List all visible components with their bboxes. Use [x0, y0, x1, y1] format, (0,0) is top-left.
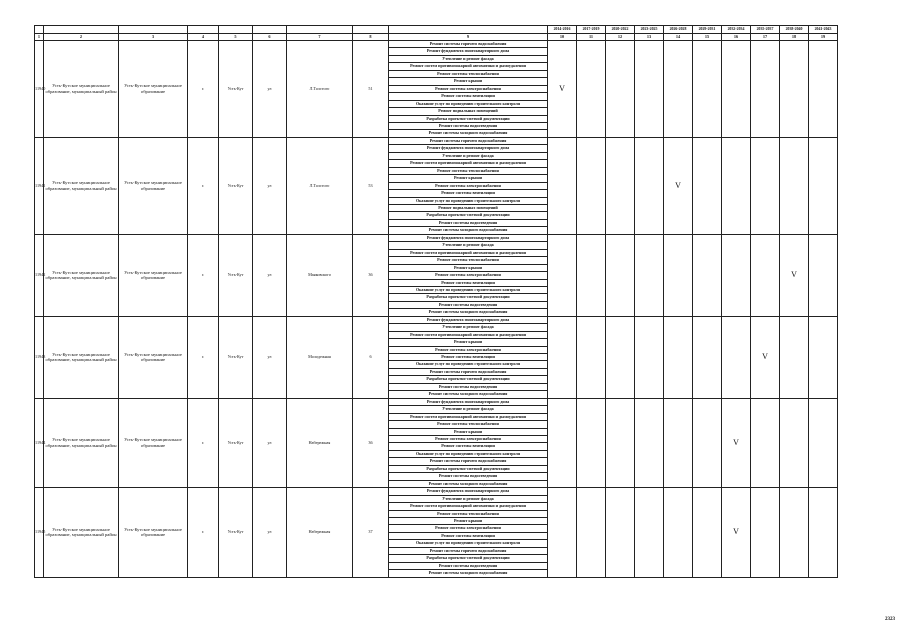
work-type-cell: Ремонт крыши	[389, 78, 548, 85]
street-type-cell: ул	[253, 398, 287, 487]
period-header-cell: 2029-2031	[693, 26, 722, 34]
settlement-type-cell: г.	[188, 316, 219, 398]
table-row	[35, 316, 838, 323]
column-number-cell: 5	[219, 33, 253, 41]
period-header-cell: 2020-2022	[606, 26, 635, 34]
period-empty-cell	[577, 488, 606, 577]
column-number-cell: 17	[751, 33, 780, 41]
period-empty-cell	[664, 316, 693, 398]
house-number-cell: 36	[353, 398, 389, 487]
period-header-blank	[35, 26, 44, 34]
work-type-cell: Ремонт системы водоотведения	[389, 219, 548, 226]
column-number-cell: 15	[693, 33, 722, 41]
period-empty-cell	[780, 41, 809, 138]
work-type-cell: Ремонт системы водоотведения	[389, 562, 548, 569]
street-type-cell: ул	[253, 137, 287, 234]
work-type-cell: Оказание услуг по проведению строительного контроля	[389, 197, 548, 204]
period-empty-cell	[722, 316, 751, 398]
work-type-cell: Утепление и ремонт фасада	[389, 495, 548, 502]
work-type-cell: Ремонт системы холодного водоснабжения	[389, 309, 548, 316]
period-empty-cell	[635, 234, 664, 316]
house-number-cell: 53	[353, 137, 389, 234]
period-empty-cell	[635, 488, 664, 577]
municipality-cell: Усть-Кутское муниципальное образование	[119, 137, 188, 234]
work-type-cell: Ремонт системы холодного водоснабжения	[389, 227, 548, 234]
period-header-cell: 2038-2040	[780, 26, 809, 34]
house-number-cell: 37	[353, 488, 389, 577]
period-header-cell: 2017-2019	[577, 26, 606, 34]
settlement-cell: Усть-Кут	[219, 488, 253, 577]
column-number-cell: 12	[606, 33, 635, 41]
work-type-cell: Ремонт системы горячего водоснабжения	[389, 547, 548, 554]
period-empty-cell	[722, 234, 751, 316]
work-type-cell: Ремонт системы водоотведения	[389, 473, 548, 480]
record-id-cell: 11942	[35, 234, 44, 316]
work-type-cell: Ремонт системы вентиляции	[389, 93, 548, 100]
period-empty-cell	[606, 316, 635, 398]
settlement-cell: Усть-Кут	[219, 234, 253, 316]
work-type-cell: Ремонт систем противопожарной автоматики и дымоудаления	[389, 331, 548, 338]
repair-schedule-table	[34, 25, 838, 578]
column-number-cell: 11	[577, 33, 606, 41]
period-empty-cell	[664, 488, 693, 577]
work-type-cell: Ремонт системы холодного водоснабжения	[389, 570, 548, 577]
street-cell: Набережная	[287, 488, 353, 577]
settlement-cell: Усть-Кут	[219, 398, 253, 487]
column-number-cell: 14	[664, 33, 693, 41]
column-number-cell: 19	[809, 33, 838, 41]
period-empty-cell	[780, 316, 809, 398]
work-type-cell: Ремонт фундамента многоквартирного дома	[389, 234, 548, 241]
period-empty-cell	[809, 41, 838, 138]
period-empty-cell	[664, 398, 693, 487]
period-empty-cell	[809, 137, 838, 234]
work-type-cell: Ремонт системы водоотведения	[389, 383, 548, 390]
period-empty-cell	[751, 234, 780, 316]
period-empty-cell	[664, 41, 693, 138]
table-body	[35, 26, 838, 578]
work-type-cell: Ремонт крыши	[389, 518, 548, 525]
work-type-cell: Ремонт системы вентиляции	[389, 190, 548, 197]
work-type-cell: Ремонт системы горячего водоснабжения	[389, 41, 548, 48]
period-empty-cell	[693, 137, 722, 234]
work-type-cell: Ремонт фундамента многоквартирного дома	[389, 48, 548, 55]
municipality-cell: Усть-Кутское муниципальное образование	[119, 41, 188, 138]
work-type-cell: Разработка проектно-сметной документации	[389, 115, 548, 122]
period-empty-cell	[606, 41, 635, 138]
record-id-cell: 11940	[35, 41, 44, 138]
period-empty-cell	[809, 234, 838, 316]
period-header-row	[35, 26, 838, 34]
settlement-type-cell: г.	[188, 41, 219, 138]
period-empty-cell	[751, 137, 780, 234]
table-row	[35, 41, 838, 48]
work-type-cell: Ремонт системы электроснабжения	[389, 346, 548, 353]
work-type-cell: Ремонт системы электроснабжения	[389, 272, 548, 279]
work-type-cell: Ремонт фундамента многоквартирного дома	[389, 398, 548, 405]
period-header-cell: 2026-2028	[664, 26, 693, 34]
settlement-type-cell: г.	[188, 234, 219, 316]
period-header-blank	[188, 26, 219, 34]
period-empty-cell	[635, 316, 664, 398]
work-type-cell: Ремонт системы вентиляции	[389, 532, 548, 539]
work-type-cell: Разработка проектно-сметной документации	[389, 555, 548, 562]
work-type-cell: Разработка проектно-сметной документации	[389, 294, 548, 301]
period-empty-cell	[780, 488, 809, 577]
settlement-type-cell: г.	[188, 488, 219, 577]
street-cell: Маяковского	[287, 234, 353, 316]
work-type-cell: Утепление и ремонт фасада	[389, 406, 548, 413]
house-number-cell: 51	[353, 41, 389, 138]
work-type-cell: Ремонт систем противопожарной автоматики и дымоудаления	[389, 160, 548, 167]
period-empty-cell	[635, 398, 664, 487]
page-number: 2323	[885, 617, 895, 622]
work-type-cell: Разработка проектно-сметной документации	[389, 376, 548, 383]
period-header-blank	[253, 26, 287, 34]
period-empty-cell	[577, 316, 606, 398]
record-id-cell: 11941	[35, 137, 44, 234]
work-type-cell: Ремонт крыши	[389, 428, 548, 435]
work-type-cell: Ремонт системы теплоснабжения	[389, 167, 548, 174]
period-empty-cell	[751, 41, 780, 138]
work-type-cell: Ремонт системы теплоснабжения	[389, 421, 548, 428]
period-empty-cell	[548, 488, 577, 577]
period-empty-cell	[577, 398, 606, 487]
work-type-cell: Ремонт системы горячего водоснабжения	[389, 137, 548, 144]
table-row	[35, 137, 838, 144]
period-header-cell: 2014-2016	[548, 26, 577, 34]
table-row	[35, 488, 838, 495]
record-id-cell: 11945	[35, 488, 44, 577]
work-type-cell: Ремонт системы горячего водоснабжения	[389, 458, 548, 465]
period-header-blank	[219, 26, 253, 34]
settlement-type-cell: г.	[188, 398, 219, 487]
period-empty-cell	[809, 398, 838, 487]
column-number-cell: 16	[722, 33, 751, 41]
table-row	[35, 234, 838, 241]
work-type-cell: Ремонт системы электроснабжения	[389, 436, 548, 443]
municipality-cell: Усть-Кутское муниципальное образование	[119, 398, 188, 487]
period-empty-cell	[548, 234, 577, 316]
period-empty-cell	[809, 316, 838, 398]
district-cell: Усть-Кутское муниципальное образование, муниципальный район	[44, 41, 119, 138]
work-type-cell: Ремонт систем противопожарной автоматики и дымоудаления	[389, 249, 548, 256]
settlement-type-cell: г.	[188, 137, 219, 234]
street-type-cell: ул	[253, 316, 287, 398]
work-type-cell: Ремонт системы теплоснабжения	[389, 257, 548, 264]
column-number-cell: 6	[253, 33, 287, 41]
work-type-cell: Ремонт системы вентиляции	[389, 279, 548, 286]
work-type-cell: Оказание услуг по проведению строительного контроля	[389, 100, 548, 107]
column-number-cell: 4	[188, 33, 219, 41]
period-mark-cell: V	[722, 488, 751, 577]
period-empty-cell	[693, 234, 722, 316]
column-number-cell: 13	[635, 33, 664, 41]
period-empty-cell	[664, 234, 693, 316]
work-type-cell: Ремонт системы водоотведения	[389, 122, 548, 129]
work-type-cell: Ремонт системы холодного водоснабжения	[389, 130, 548, 137]
period-empty-cell	[606, 137, 635, 234]
period-empty-cell	[577, 234, 606, 316]
settlement-cell: Усть-Кут	[219, 137, 253, 234]
work-type-cell: Ремонт крыши	[389, 264, 548, 271]
period-empty-cell	[606, 234, 635, 316]
work-type-cell: Ремонт фундамента многоквартирного дома	[389, 316, 548, 323]
street-type-cell: ул	[253, 234, 287, 316]
work-type-cell: Ремонт системы электроснабжения	[389, 182, 548, 189]
period-empty-cell	[751, 398, 780, 487]
period-empty-cell	[693, 398, 722, 487]
work-type-cell: Ремонт системы холодного водоснабжения	[389, 480, 548, 487]
period-header-cell: 2023-2025	[635, 26, 664, 34]
work-type-cell: Ремонт системы теплоснабжения	[389, 70, 548, 77]
capital-repair-schedule-sheet	[34, 25, 835, 578]
period-mark-cell: V	[664, 137, 693, 234]
settlement-cell: Усть-Кут	[219, 316, 253, 398]
house-number-cell: 36	[353, 234, 389, 316]
work-type-cell: Ремонт систем противопожарной автоматики и дымоудаления	[389, 503, 548, 510]
municipality-cell: Усть-Кутское муниципальное образование	[119, 234, 188, 316]
work-type-cell: Утепление и ремонт фасада	[389, 55, 548, 62]
street-type-cell: ул	[253, 488, 287, 577]
street-cell: Л.Толстого	[287, 41, 353, 138]
work-type-cell: Ремонт подвальных помещений	[389, 204, 548, 211]
record-id-cell: 11944	[35, 398, 44, 487]
work-type-cell: Ремонт системы вентиляции	[389, 354, 548, 361]
period-empty-cell	[722, 41, 751, 138]
period-empty-cell	[635, 137, 664, 234]
district-cell: Усть-Кутское муниципальное образование, муниципальный район	[44, 398, 119, 487]
work-type-cell: Оказание услуг по проведению строительного контроля	[389, 361, 548, 368]
work-type-cell: Ремонт системы электроснабжения	[389, 85, 548, 92]
municipality-cell: Усть-Кутское муниципальное образование	[119, 316, 188, 398]
district-cell: Усть-Кутское муниципальное образование, муниципальный район	[44, 488, 119, 577]
work-type-cell: Утепление и ремонт фасада	[389, 242, 548, 249]
work-type-cell: Утепление и ремонт фасада	[389, 152, 548, 159]
column-number-cell: 18	[780, 33, 809, 41]
period-empty-cell	[780, 398, 809, 487]
work-type-cell: Ремонт крыши	[389, 339, 548, 346]
table-row	[35, 398, 838, 405]
record-id-cell: 11943	[35, 316, 44, 398]
work-type-cell: Ремонт систем противопожарной автоматики и дымоудаления	[389, 63, 548, 70]
work-type-cell: Оказание услуг по проведению строительного контроля	[389, 286, 548, 293]
period-mark-cell: V	[722, 398, 751, 487]
district-cell: Усть-Кутское муниципальное образование, муниципальный район	[44, 316, 119, 398]
street-cell: Л.Толстого	[287, 137, 353, 234]
period-empty-cell	[809, 488, 838, 577]
work-type-cell: Ремонт подвальных помещений	[389, 108, 548, 115]
work-type-cell: Ремонт системы вентиляции	[389, 443, 548, 450]
period-empty-cell	[548, 398, 577, 487]
period-empty-cell	[548, 137, 577, 234]
work-type-cell: Ремонт фундамента многоквартирного дома	[389, 145, 548, 152]
work-type-cell: Ремонт системы водоотведения	[389, 301, 548, 308]
work-type-cell: Ремонт крыши	[389, 175, 548, 182]
period-empty-cell	[722, 137, 751, 234]
work-type-cell: Оказание услуг по проведению строительного контроля	[389, 450, 548, 457]
work-type-cell: Разработка проектно-сметной документации	[389, 465, 548, 472]
work-type-cell: Ремонт системы теплоснабжения	[389, 510, 548, 517]
column-number-cell: 1	[35, 33, 44, 41]
column-number-cell: 10	[548, 33, 577, 41]
period-mark-cell: V	[548, 41, 577, 138]
period-empty-cell	[693, 41, 722, 138]
period-header-blank	[353, 26, 389, 34]
district-cell: Усть-Кутское муниципальное образование, муниципальный район	[44, 137, 119, 234]
period-header-cell: 2041-2043	[809, 26, 838, 34]
work-type-cell: Ремонт системы электроснабжения	[389, 525, 548, 532]
column-number-cell: 2	[44, 33, 119, 41]
district-cell: Усть-Кутское муниципальное образование, муниципальный район	[44, 234, 119, 316]
municipality-cell: Усть-Кутское муниципальное образование	[119, 488, 188, 577]
period-empty-cell	[693, 488, 722, 577]
column-number-row	[35, 33, 838, 41]
period-header-cell: 2035-2037	[751, 26, 780, 34]
period-header-cell: 2032-2034	[722, 26, 751, 34]
period-empty-cell	[606, 488, 635, 577]
period-mark-cell: V	[780, 234, 809, 316]
street-cell: Молодежная	[287, 316, 353, 398]
period-empty-cell	[548, 316, 577, 398]
work-type-cell: Разработка проектно-сметной документации	[389, 212, 548, 219]
period-header-blank	[44, 26, 119, 34]
work-type-cell: Ремонт системы холодного водоснабжения	[389, 391, 548, 398]
period-header-blank	[287, 26, 353, 34]
period-empty-cell	[751, 488, 780, 577]
column-number-cell: 7	[287, 33, 353, 41]
period-header-blank	[389, 26, 548, 34]
period-empty-cell	[606, 398, 635, 487]
street-cell: Набережная	[287, 398, 353, 487]
period-mark-cell: V	[751, 316, 780, 398]
work-type-cell: Ремонт фундамента многоквартирного дома	[389, 488, 548, 495]
period-empty-cell	[780, 137, 809, 234]
column-number-cell: 8	[353, 33, 389, 41]
period-empty-cell	[693, 316, 722, 398]
house-number-cell: 6	[353, 316, 389, 398]
settlement-cell: Усть-Кут	[219, 41, 253, 138]
work-type-cell: Оказание услуг по проведению строительного контроля	[389, 540, 548, 547]
street-type-cell: ул	[253, 41, 287, 138]
work-type-cell: Ремонт системы горячего водоснабжения	[389, 368, 548, 375]
period-empty-cell	[577, 137, 606, 234]
work-type-cell: Ремонт систем противопожарной автоматики и дымоудаления	[389, 413, 548, 420]
work-type-cell: Утепление и ремонт фасада	[389, 324, 548, 331]
period-empty-cell	[577, 41, 606, 138]
column-number-cell: 9	[389, 33, 548, 41]
column-number-cell: 3	[119, 33, 188, 41]
period-header-blank	[119, 26, 188, 34]
period-empty-cell	[635, 41, 664, 138]
